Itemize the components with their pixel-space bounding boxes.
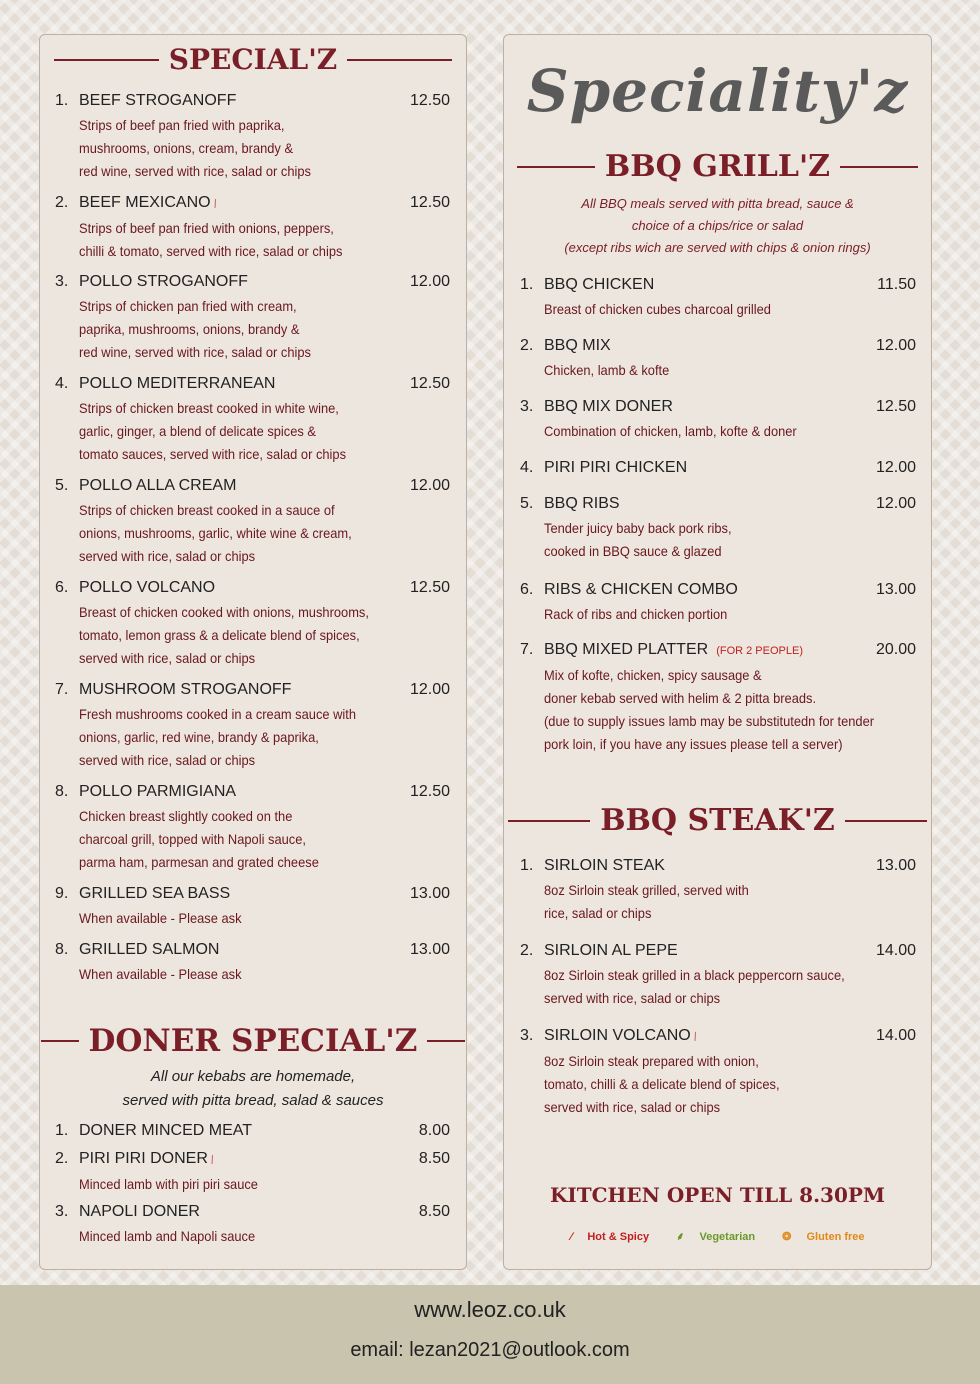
leaf-icon: ⸙ [676,1231,685,1243]
item-name-wrap [544,580,876,600]
item-name-wrap [544,1026,876,1047]
item-number: 4. [520,459,534,476]
description-line: Chicken breast slightly cooked on the [79,808,293,824]
description-line: doner kebab served with helim & 2 pitta breads. [544,690,817,706]
description-line: served with rice, salad or chips [544,990,721,1006]
item-price: 12.00 [875,459,916,476]
menu-item [55,1149,450,1195]
description-line: chilli & tomato, served with rice, salad or chips [79,243,343,259]
item-description [79,963,420,986]
description-line: (due to supply issues lamb may be substitutedn for tender [544,713,875,729]
item-name: BBQ MIXED PLATTER [544,641,709,658]
item-price: 8.50 [418,1203,450,1220]
item-description [79,907,420,930]
description-line: garlic, ginger, a blend of delicate spices & [79,423,317,439]
item-description [544,964,886,1010]
menu-item [55,91,450,183]
item-price: 12.50 [409,375,450,392]
menu-item [55,476,450,568]
menu-item [55,193,450,263]
item-price: 12.00 [409,477,450,494]
item-description [79,114,420,183]
item-number: 7. [520,641,534,658]
item-number: 2. [55,194,69,211]
footer [0,1285,980,1384]
item-name: PIRI PIRI DONER [79,1150,208,1167]
item-name-wrap [79,476,410,496]
item-number: 3. [55,273,69,290]
item-name-wrap [544,640,876,661]
bbq-note-line: All BBQ meals served with pitta bread, sauce & [581,196,854,211]
item-price: 12.00 [409,273,450,290]
item-price: 12.00 [875,337,916,354]
legend-gf-label: Gluten free [806,1231,865,1243]
description-line: When available - Please ask [79,910,242,926]
item-name: BBQ RIBS [544,495,620,512]
item-price: 12.50 [409,783,450,800]
item-name-wrap [79,193,410,214]
description-line: red wine, served with rice, salad or chips [79,344,311,360]
item-name-wrap [544,941,876,961]
description-line: onions, garlic, red wine, brandy & paprika, [79,729,319,745]
menu-item [55,782,450,874]
item-name-wrap [79,272,410,292]
item-price: 8.00 [418,1122,450,1139]
item-number: 1. [520,857,534,874]
item-number: 3. [520,398,534,415]
item-number: 2. [55,1150,69,1167]
item-description [79,295,420,364]
item-number: 2. [520,337,534,354]
description-line: Mix of kofte, chicken, spicy sausage & [544,667,762,683]
item-description [79,805,420,874]
item-number: 1. [55,92,69,109]
legend-gf [776,1231,870,1243]
item-name-wrap [79,1202,419,1222]
item-price: 13.00 [875,857,916,874]
item-description [79,217,420,263]
item-name: POLLO MEDITERRANEAN [79,375,276,392]
legend [504,1229,931,1244]
item-name-wrap [79,374,410,394]
item-name: POLLO PARMIGIANA [79,783,237,800]
menu-item [520,856,916,925]
description-line: parma ham, parmesan and grated cheese [79,854,319,870]
menu-item [55,1202,450,1247]
item-number: 4. [55,375,69,392]
doner-note-line: All our kebabs are homemade, [150,1068,356,1085]
item-name: GRILLED SEA BASS [79,885,231,902]
item-price: 13.00 [875,581,916,598]
description-line: Rack of ribs and chicken portion [544,606,728,622]
legend-veg-label: Vegetarian [699,1231,756,1243]
wheat-icon: ❂ [782,1231,792,1243]
item-number: 3. [55,1203,69,1220]
item-number: 5. [55,477,69,494]
item-price: 12.50 [409,92,450,109]
item-name: POLLO STROGANOFF [79,273,248,290]
item-name-wrap [79,91,410,111]
specialz-heading [40,43,466,76]
legend-hot-label: Hot & Spicy [587,1231,650,1243]
speciality-script-title: Speciality'z [526,57,909,125]
menu-item [55,1121,450,1144]
email-link[interactable]: email: lezan2021@outlook.com [350,1339,630,1361]
item-description [544,420,886,443]
item-description [544,1050,886,1119]
item-description [79,703,420,772]
doner-note-line: served with pitta bread, salad & sauces [122,1092,384,1109]
item-description [544,603,886,626]
description-line: 8oz Sirloin steak grilled, served with [544,882,749,898]
menu-item [55,272,450,364]
description-line: Strips of chicken breast cooked in a sauce of [79,502,335,518]
item-price: 8.50 [418,1150,450,1167]
item-price: 12.00 [875,495,916,512]
menu-item [520,941,916,1010]
description-line: Minced lamb with piri piri sauce [79,1176,258,1192]
item-name: BBQ MIX DONER [544,398,673,415]
description-line: Breast of chicken cooked with onions, mushrooms, [79,604,369,620]
item-price: 11.50 [877,276,916,293]
description-line: onions, mushrooms, garlic, white wine & cream, [79,525,352,541]
item-number: 1. [55,1122,69,1139]
item-description [544,879,886,925]
menu-item [520,397,916,443]
item-number: 6. [55,579,69,596]
item-description [79,499,420,568]
chili-icon: ∕ [570,1231,573,1243]
menu-item [520,640,916,756]
item-description [544,359,886,382]
item-name: POLLO VOLCANO [79,579,216,596]
description-line: served with rice, salad or chips [79,650,256,666]
menu-item [520,458,916,481]
description-line: Chicken, lamb & kofte [544,362,670,378]
item-name: BEEF MEXICANO [79,194,211,211]
description-line: charcoal grill, topped with Napoli sauce, [79,831,306,847]
description-line: served with rice, salad or chips [79,752,256,768]
item-name: PIRI PIRI CHICKEN [544,459,688,476]
bbq-steak-heading [504,803,931,838]
legend-hot [564,1231,655,1243]
menu-item [520,1026,916,1119]
item-price: 13.00 [409,885,450,902]
description-line: red wine, served with rice, salad or chips [79,163,311,179]
item-number: 7. [55,681,69,698]
item-price: 14.00 [875,1027,916,1044]
item-name-wrap [544,856,876,876]
item-number: 8. [55,783,69,800]
item-price: 14.00 [875,942,916,959]
item-description [544,298,886,321]
item-name-wrap [79,1121,419,1141]
item-tag: (FOR 2 PEOPLE) [716,645,803,657]
item-number: 2. [520,942,534,959]
description-line: paprika, mushrooms, onions, brandy & [79,321,300,337]
item-name: MUSHROOM STROGANOFF [79,681,292,698]
item-description [544,664,886,756]
item-name: GRILLED SALMON [79,941,220,958]
chili-icon: ∕ [691,1031,700,1043]
legend-veg [670,1231,761,1243]
bbq-note-line: choice of a chips/rice or salad [631,218,804,233]
item-name: BEEF STROGANOFF [79,92,237,109]
specialz-title: SPECIAL'Z [168,43,338,76]
menu-item [520,580,916,626]
description-line: served with rice, salad or chips [79,548,256,564]
website-link[interactable]: www.leoz.co.uk [414,1297,566,1322]
description-line: pork loin, if you have any issues please tell a server) [544,736,843,752]
item-price: 12.50 [409,579,450,596]
item-name: NAPOLI DONER [79,1203,200,1220]
item-number: 8. [55,941,69,958]
item-name: DONER MINCED MEAT [79,1122,253,1139]
item-name-wrap [79,578,410,598]
item-name-wrap [79,782,410,802]
description-line: mushrooms, onions, cream, brandy & [79,140,294,156]
item-name-wrap [544,397,876,417]
chili-icon: ∕ [211,198,220,210]
item-name-wrap [544,458,876,478]
chili-icon: ∕ [209,1154,217,1166]
item-name-wrap [544,336,876,356]
bbq-steak-title: BBQ STEAK'Z [600,803,835,838]
doner-note [40,1065,466,1113]
description-line: Strips of chicken pan fried with cream, [79,298,297,314]
description-line: cooked in BBQ sauce & glazed [544,543,722,559]
bbq-note-line: (except ribs wich are served with chips & onion rings) [564,240,871,255]
kitchen-hours: KITCHEN OPEN TILL 8.30PM [549,1183,886,1207]
item-number: 3. [520,1027,534,1044]
item-name-wrap [79,1149,419,1170]
item-name-wrap [544,275,877,295]
item-price: 13.00 [409,941,450,958]
bbq-note [504,193,931,259]
item-price: 12.50 [409,194,450,211]
item-name: SIRLOIN VOLCANO [544,1027,691,1044]
menu-item [55,578,450,670]
item-name: BBQ MIX [544,337,611,354]
description-line: served with rice, salad or chips [544,1099,721,1115]
item-name-wrap [79,940,410,960]
item-number: 9. [55,885,69,902]
description-line: tomato, lemon grass & a delicate blend of spices, [79,627,360,643]
bbq-grill-title: BBQ GRILL'Z [604,149,831,184]
item-description [544,517,886,563]
description-line: Strips of chicken breast cooked in white wine, [79,400,339,416]
bbq-grill-heading [504,149,931,184]
item-description [79,397,420,466]
description-line: Strips of beef pan fried with onions, peppers, [79,220,334,236]
item-price: 12.00 [409,681,450,698]
item-name-wrap [79,680,410,700]
item-price: 12.50 [875,398,916,415]
item-name: SIRLOIN STEAK [544,857,665,874]
item-name: SIRLOIN AL PEPE [544,942,678,959]
menu-item [520,494,916,563]
menu-item [55,680,450,772]
description-line: Strips of beef pan fried with paprika, [79,117,285,133]
menu-item [520,275,916,321]
item-name-wrap [544,494,876,514]
item-name: RIBS & CHICKEN COMBO [544,581,738,598]
description-line: When available - Please ask [79,966,242,982]
description-line: Fresh mushrooms cooked in a cream sauce with [79,706,357,722]
description-line: 8oz Sirloin steak prepared with onion, [544,1053,759,1069]
description-line: Tender juicy baby back pork ribs, [544,520,732,536]
description-line: rice, salad or chips [544,905,652,921]
description-line: tomato sauces, served with rice, salad or chips [79,446,347,462]
item-name: BBQ CHICKEN [544,276,655,293]
menu-item [55,884,450,930]
description-line: Combination of chicken, lamb, kofte & doner [544,423,797,439]
menu-item [55,374,450,466]
item-number: 1. [520,276,534,293]
menu-item [520,336,916,382]
item-price: 20.00 [875,641,916,658]
item-number: 6. [520,581,534,598]
description-line: tomato, chilli & a delicate blend of spices, [544,1076,780,1092]
description-line: 8oz Sirloin steak grilled in a black peppercorn sauce, [544,967,845,983]
item-description [79,1225,420,1247]
specialities-panel [503,34,932,1270]
item-description [79,1173,420,1195]
doner-title: DONER SPECIAL'Z [88,1023,418,1059]
item-name: POLLO ALLA CREAM [79,477,237,494]
description-line: Breast of chicken cubes charcoal grilled [544,301,771,317]
specials-panel [39,34,467,1270]
menu-item [55,940,450,986]
item-name-wrap [79,884,410,904]
description-line: Minced lamb and Napoli sauce [79,1228,256,1244]
item-number: 5. [520,495,534,512]
item-description [79,601,420,670]
doner-heading [40,1023,466,1059]
